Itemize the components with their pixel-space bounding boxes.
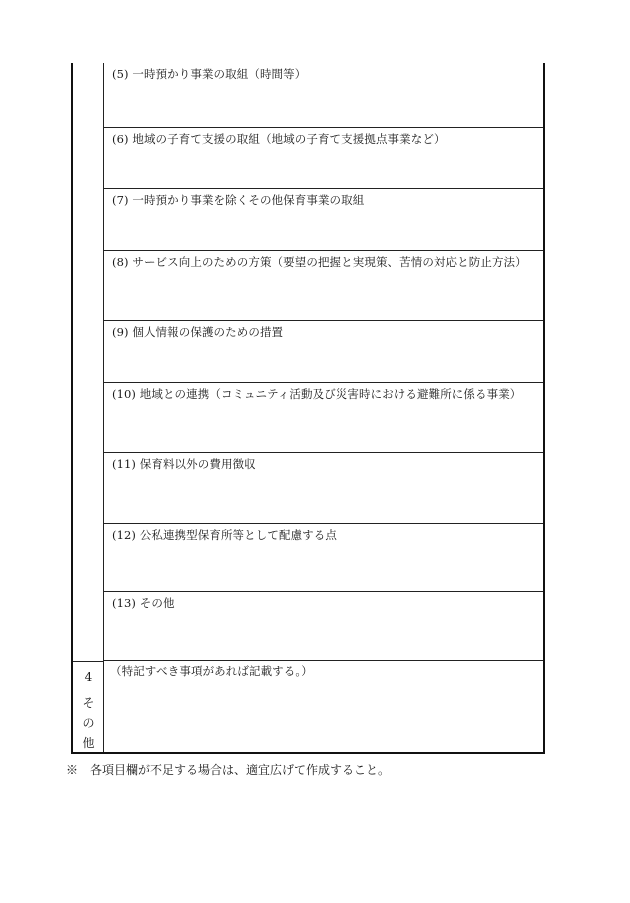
- form-row-5[interactable]: [104, 63, 543, 128]
- form-row-11[interactable]: [104, 453, 543, 524]
- section-title-char: の: [82, 716, 95, 730]
- form-table: [71, 63, 545, 754]
- row-label: (7) 一時預かり事業を除くその他保育事業の取組: [112, 193, 365, 207]
- form-row-12[interactable]: [104, 524, 543, 592]
- form-row-6[interactable]: [104, 128, 543, 189]
- form-row-8[interactable]: [104, 251, 543, 321]
- section-title: [73, 693, 104, 753]
- row-label: (11) 保育料以外の費用徴収: [112, 457, 256, 471]
- row-label: (10) 地域との連携（コミュニティ活動及び災害時における避難所に係る事業）: [112, 387, 522, 401]
- form-row-7[interactable]: [104, 189, 543, 251]
- row-label: (13) その他: [112, 596, 175, 610]
- row-label: (6) 地域の子育て支援の取組（地域の子育て支援拠点事業など）: [112, 132, 446, 146]
- form-row-other[interactable]: [104, 661, 543, 752]
- section-label-column: [73, 63, 104, 752]
- section-title-char: 他: [82, 736, 95, 750]
- row-label: (9) 個人情報の保護のための措置: [112, 325, 284, 339]
- form-row-9[interactable]: [104, 321, 543, 383]
- footnote: ※ 各項目欄が不足する場合は、適宜広げて作成すること。: [66, 763, 391, 777]
- row-label: (5) 一時預かり事業の取組（時間等）: [112, 67, 307, 81]
- section-title-char: そ: [82, 696, 95, 710]
- section-divider: [73, 661, 104, 662]
- form-row-13[interactable]: [104, 592, 543, 661]
- row-label: (12) 公私連携型保育所等として配慮する点: [112, 528, 337, 542]
- row-label: （特記すべき事項があれば記載する。）: [110, 664, 313, 678]
- section-number: 4: [84, 670, 93, 684]
- form-row-10[interactable]: [104, 383, 543, 453]
- row-label: (8) サービス向上のための方策（要望の把握と実現策、苦情の対応と防止方法）: [112, 255, 527, 269]
